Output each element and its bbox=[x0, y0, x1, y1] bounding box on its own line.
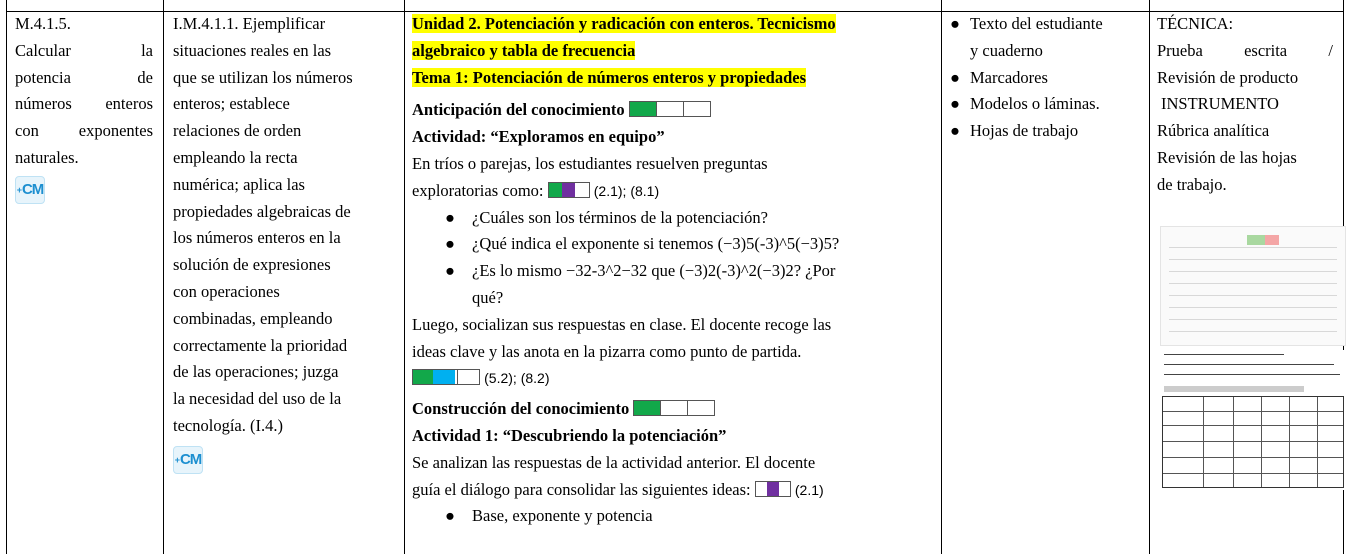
indicator-cell bbox=[173, 11, 395, 554]
phase-bar-icon bbox=[633, 400, 715, 416]
resources-cell bbox=[948, 11, 1144, 554]
col-border-3 bbox=[941, 0, 942, 554]
indicator-line: I.M.4.1.1. Ejemplificar bbox=[173, 14, 326, 33]
list-item: ● ¿Es lo mismo −32-3^2−32 que (−3)2(-3)^2(−3)2? ¿Por bbox=[445, 261, 836, 281]
skill-cell bbox=[15, 11, 153, 554]
eval-word: escrita bbox=[1244, 40, 1288, 60]
rubric-sheet-image bbox=[1160, 350, 1344, 490]
indicator-line: numérica; aplica las bbox=[173, 174, 305, 194]
col-border-1 bbox=[163, 0, 164, 554]
col-border-0 bbox=[6, 0, 7, 554]
unit-title: Unidad 2. Potenciación y radicación con enteros. Tecnicismo bbox=[412, 14, 836, 33]
paragraph-line: ideas clave y las anota en la pizarra como punto de partida. bbox=[412, 341, 802, 361]
eval-word: / bbox=[1328, 40, 1333, 60]
list-item: ● ¿Cuáles son los términos de la potenciación? bbox=[445, 207, 769, 227]
cm-badge-icon: +CM bbox=[173, 446, 203, 474]
activity-heading: Actividad: “Exploramos en equipo” bbox=[412, 127, 665, 147]
technique-label: TÉCNICA: bbox=[1157, 14, 1234, 33]
eval-line: Revisión de producto bbox=[1157, 67, 1299, 87]
indicator-line: tecnología. (I.4.) bbox=[173, 415, 283, 435]
eval-line: Rúbrica analítica bbox=[1157, 121, 1270, 141]
eval-line: de trabajo. bbox=[1157, 174, 1227, 194]
eval-line: Revisión de las hojas bbox=[1157, 147, 1297, 167]
activities-cell bbox=[412, 11, 936, 554]
skill-bar-icon bbox=[548, 182, 590, 198]
indicator-line: enteros; establece bbox=[173, 94, 290, 114]
rubric-thumbnail-image bbox=[1160, 226, 1346, 346]
indicator-line: con operaciones bbox=[173, 281, 280, 301]
skill-line: Calcular la bbox=[15, 40, 153, 60]
construction-heading: Construcción del conocimiento bbox=[412, 399, 630, 419]
list-item: ● Marcadores bbox=[950, 67, 1048, 87]
paragraph-line: Luego, socializan sus respuestas en clase. El docente recoge las bbox=[412, 314, 832, 334]
anticipation-heading: Anticipación del conocimiento bbox=[412, 100, 625, 120]
list-item: ● ¿Qué indica el exponente si tenemos (−3)5(-3)^5(−3)5? bbox=[445, 234, 840, 254]
list-item: y cuaderno bbox=[970, 40, 1043, 60]
phase-bar-icon bbox=[629, 101, 711, 117]
skill-bar-icon bbox=[412, 369, 480, 385]
list-item: ● Texto del estudiante bbox=[950, 14, 1103, 33]
indicator-line: empleando la recta bbox=[173, 147, 298, 167]
indicator-line: situaciones reales en las bbox=[173, 40, 332, 60]
skill-line: potencia de bbox=[15, 67, 153, 87]
unit-title: algebraico y tabla de frecuencia bbox=[412, 40, 636, 60]
paragraph-line: En tríos o parejas, los estudiantes resuelven preguntas bbox=[412, 153, 768, 173]
skill-bar-icon bbox=[755, 481, 791, 497]
paragraph-line: exploratorias como: bbox=[412, 180, 544, 200]
reference: (2.1); (8.1) bbox=[593, 182, 660, 199]
list-item: qué? bbox=[472, 287, 504, 307]
list-item: ● Hojas de trabajo bbox=[950, 121, 1079, 141]
topic-title: Tema 1: Potenciación de números enteros y propiedades bbox=[412, 67, 807, 87]
paragraph-line: guía el diálogo para consolidar las siguientes ideas: bbox=[412, 479, 751, 499]
indicator-line: combinadas, empleando bbox=[173, 308, 333, 328]
indicator-line: los números enteros en la bbox=[173, 228, 341, 248]
skill-code: M.4.1.5. bbox=[15, 14, 71, 33]
paragraph-line: Se analizan las respuestas de la actividad anterior. El docente bbox=[412, 452, 816, 472]
indicator-line: de las operaciones; juzga bbox=[173, 362, 339, 382]
indicator-line: la necesidad del uso de la bbox=[173, 389, 342, 409]
activity-heading: Actividad 1: “Descubriendo la potenciación” bbox=[412, 425, 727, 445]
skill-line: naturales. bbox=[15, 147, 79, 167]
skill-line: con exponentes bbox=[15, 121, 153, 141]
reference: (5.2); (8.2) bbox=[484, 370, 550, 387]
indicator-line: relaciones de orden bbox=[173, 121, 302, 141]
eval-word: Prueba bbox=[1157, 40, 1203, 60]
reference: (2.1) bbox=[794, 481, 824, 498]
cm-badge-icon: +CM bbox=[15, 176, 45, 204]
indicator-line: que se utilizan los números bbox=[173, 67, 353, 87]
indicator-line: correctamente la prioridad bbox=[173, 335, 348, 355]
instrument-label: INSTRUMENTO bbox=[1161, 94, 1279, 114]
col-border-4 bbox=[1149, 0, 1150, 554]
col-border-2 bbox=[404, 0, 405, 554]
list-item: ● Modelos o láminas. bbox=[950, 94, 1100, 114]
list-item: ● Base, exponente y potencia bbox=[445, 506, 653, 526]
skill-line: números enteros bbox=[15, 94, 153, 114]
indicator-line: solución de expresiones bbox=[173, 255, 331, 275]
indicator-line: propiedades algebraicas de bbox=[173, 201, 351, 221]
